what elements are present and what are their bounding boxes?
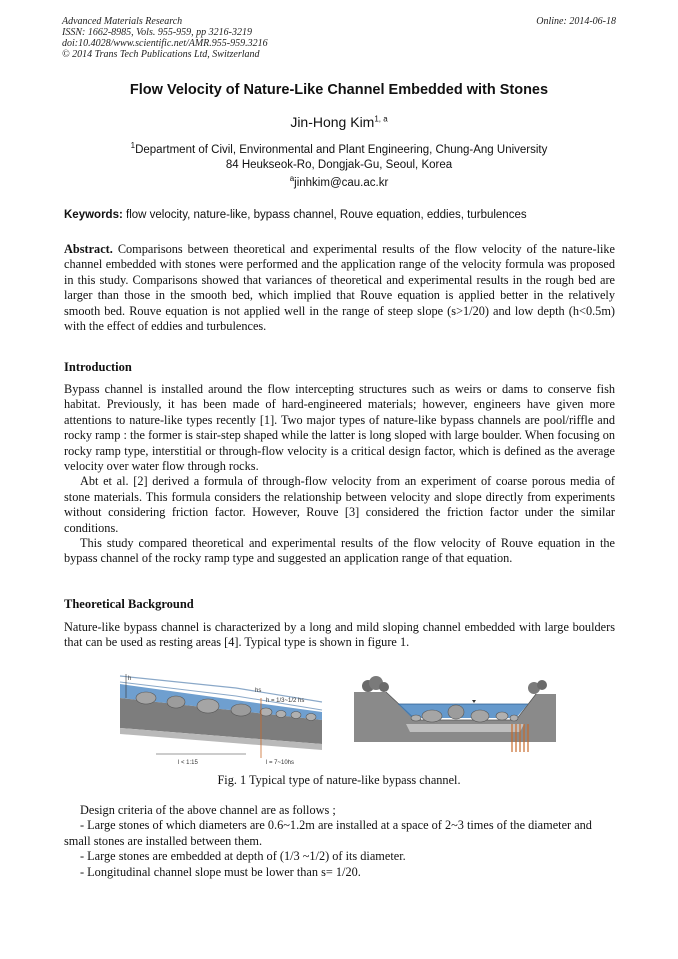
label-slope: l < 1:15 [178, 760, 198, 766]
theory-paragraph-1: Nature-like bypass channel is characterized by a long and mild sloping channel embedded with large boulders that can be used as resting areas [4]. Typical type is shown in figure 1. [64, 620, 615, 650]
email-address[interactable]: jinhkim@cau.ac.kr [294, 176, 389, 189]
abstract-label: Abstract. [64, 242, 113, 256]
abstract [64, 242, 615, 334]
author [0, 114, 678, 130]
abstract-text: Comparisons between theoretical and experimental results of the flow velocity of the nature-like channel embedded with stones were performed and the application range of the velocity formula was proposed in this study. Comparisons showed that variances of theoretical and experimental results in the rough bed are larger than those in the smooth bed, which implied that Rouve equation is applied better in the relatively smooth bed. Rouve equation is not applied well in the range of steep slope (s>1/20) and low depth (h<0.5m) with the effect of eddies and turbulences. [64, 242, 616, 334]
affiliation-sup: 1 [130, 141, 136, 150]
criteria-item: - Large stones of which diameters are 0.6~1.2m are installed at a space of 2~3 times of the diameter and small stones are installed between them. [64, 818, 592, 848]
criteria-item: - Large stones are embedded at depth of (1/3 ~1/2) of its diameter. [80, 849, 406, 864]
email [0, 174, 678, 189]
journal-header [62, 16, 268, 60]
affiliation [0, 138, 678, 173]
introduction-heading: Introduction [64, 360, 132, 374]
intro-paragraph-1: Bypass channel is installed around the flow intercepting structures such as weirs or dams to conserve fish habitat. Previously, it has been made of hard-engineered materials; however, engineers have given more attentions to nature-like types recently [1]. Two major types of nature-like bypass channels are pool/riffle and rocky ramp : the former is stair-step shaped while the latter is long sloped with large boulder. When focusing on rocky ramp type, interstitial or through-flow velocity is a critical design factor, which is defined as the average velocity over water flow through rocks. [64, 382, 615, 474]
label-length: l = 7~10hs [266, 760, 295, 766]
keywords [64, 209, 616, 221]
design-criteria [64, 803, 615, 880]
criteria-intro: Design criteria of the above channel are as follows ; [80, 803, 336, 817]
label-depth: h = 1/3~1/2 hs [266, 698, 305, 704]
affiliation-line1: Department of Civil, Environmental and Plant Engineering, Chung-Ang University [135, 143, 548, 156]
intro-paragraph-3: This study compared theoretical and experimental results of the flow velocity of Rouve equation in the bypass channel of the rocky ramp type and suggested an application range of that equation. [64, 536, 615, 566]
keywords-text: flow velocity, nature-like, bypass channel, Rouve equation, eddies, turbulences [126, 209, 527, 221]
label-h: h [128, 676, 132, 682]
journal-name: Advanced Materials Research [62, 16, 183, 27]
cross-section [354, 676, 556, 752]
email-sup: a [289, 174, 295, 183]
longitudinal-section [116, 658, 326, 768]
introduction [64, 382, 615, 567]
author-sup: 1, a [374, 114, 388, 124]
keywords-label: Keywords: [64, 209, 123, 221]
author-name: Jin-Hong Kim [290, 114, 375, 130]
theory [64, 620, 615, 651]
doi: doi:10.4028/www.scientific.net/AMR.955-959.3216 [62, 38, 268, 49]
figure-caption: Fig. 1 Typical type of nature-like bypass channel. [217, 773, 461, 787]
online-date: Online: 2014-06-18 [536, 16, 616, 27]
figure-bypass-channel [116, 658, 556, 768]
theory-heading: Theoretical Background [64, 597, 194, 611]
label-hs: hs [255, 688, 262, 694]
copyright: © 2014 Trans Tech Publications Ltd, Switzerland [62, 49, 260, 60]
issn: ISSN: 1662-8985, Vols. 955-959, pp 3216-3219 [62, 27, 252, 38]
criteria-item: - Longitudinal channel slope must be lower than s= 1/20. [80, 864, 361, 879]
intro-paragraph-2: Abt et al. [2] derived a formula of through-flow velocity from an experiment of coarse porous media of stone materials. This formula considers the relationship between velocity and slope directly from experiments without considering friction factor. However, Rouve [3] considered the friction factor under the similar conditions. [64, 474, 615, 535]
affiliation-line2: 84 Heukseok-Ro, Dongjak-Gu, Seoul, Korea [225, 158, 453, 171]
paper-title: Flow Velocity of Nature-Like Channel Embedded with Stones [129, 82, 549, 98]
